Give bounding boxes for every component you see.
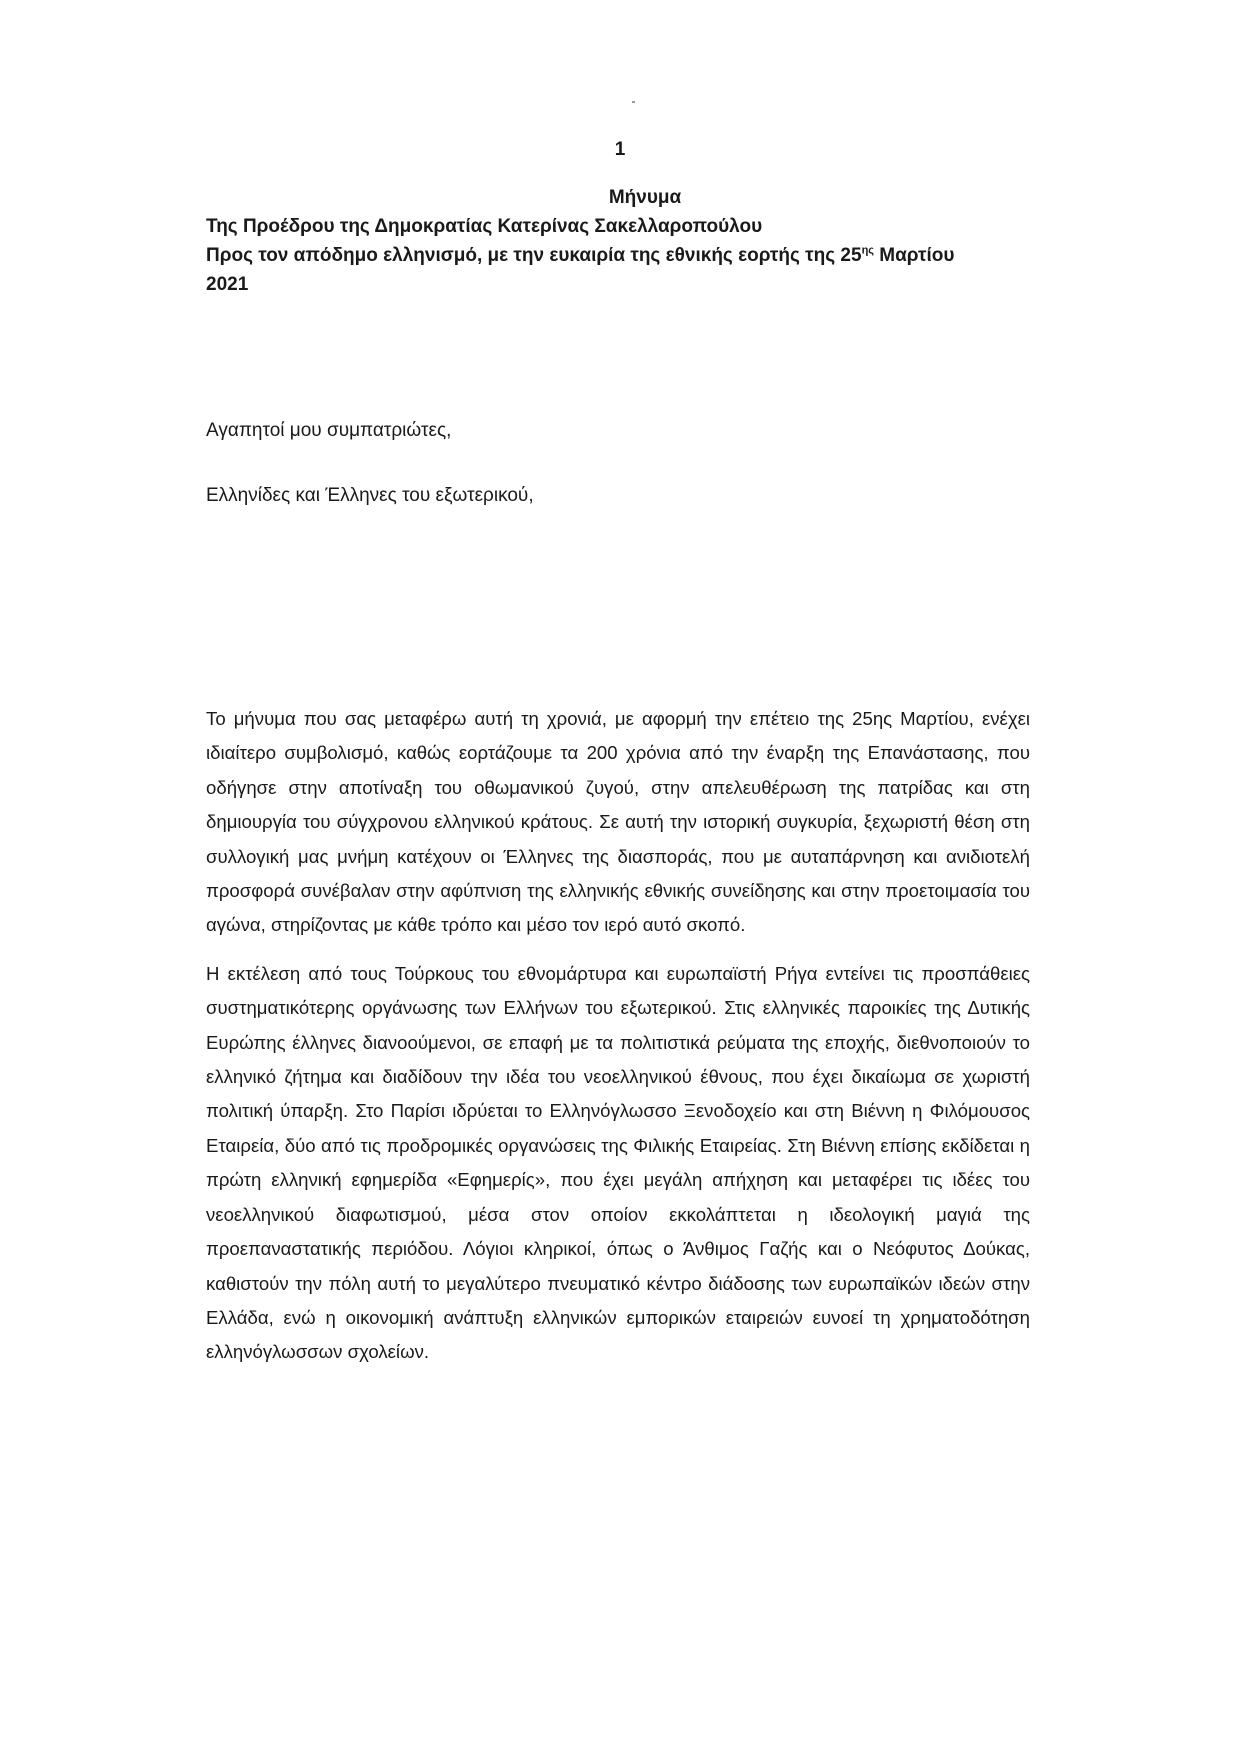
document-heading: [206, 183, 1036, 299]
salutation-line-1: Αγαπητοί μου συμπατριώτες,: [206, 420, 452, 441]
heading-line-3: 2021: [206, 274, 249, 295]
body-paragraph-1: Το μήνυμα που σας μεταφέρω αυτή τη χρονιά, με αφορμή την επέτειο της 25ης Μαρτίου, ενέχει ιδιαίτερο συμβολισμό, καθώς εορτάζουμε τα 200 χρόνια από την έναρξη της Επανάστασης, που οδήγησε στην αποτίναξη του οθωμανικού ζυγού, στην απελευθέρωση της πατρίδας και στη δημιουργία του σύγχρονου ελληνικού κράτους. Σε αυτή την ιστορική συγκυρία, ξεχωριστή θέση στη συλλογική μας μνήμη κατέχουν οι Έλληνες της διασποράς, που με αυταπάρνηση και ανιδιοτελή προσφορά συνέβαλαν στην αφύπνιση της ελληνικής εθνικής συνείδησης και στην προετοιμασία του αγώνα, στηρίζοντας με κάθε τρόπο και μέσο τον ιερό αυτό σκοπό.: [206, 708, 1030, 936]
page-number: 1: [614, 139, 626, 160]
heading-title: Μήνυμα: [608, 187, 682, 208]
letter-body: [206, 702, 1030, 1384]
body-paragraph-2: Η εκτέλεση από τους Τούρκους του εθνομάρτυρα και ευρωπαϊστή Ρήγα εντείνει τις προσπάθειες συστηματικότερης οργάνωσης των Ελλήνων του εξωτερικού. Στις ελληνικές παροικίες της Δυτικής Ευρώπης έλληνες διανοούμενοι, σε επαφή με τα πολιτιστικά ρεύματα της εποχής, διεθνοποιούν το ελληνικό ζήτημα και διαδίδουν την ιδέα του νεοελληνικού έθνους, που έχει δικαίωμα σε χωριστή πολιτική ύπαρξη. Στο Παρίσι ιδρύεται το Ελληνόγλωσσο Ξενοδοχείο και στη Βιέννη η Φιλόμουσος Εταιρεία, δύο από τις προδρομικές οργανώσεις της Φιλικής Εταιρείας. Στη Βιέννη επίσης εκδίδεται η πρώτη ελληνική εφημερίδα «Εφημερίς», που έχει μεγάλη απήχηση και μεταφέρει τις ιδέες του νεοελληνικού διαφωτισμού, μέσα στον οποίον εκκολάπτεται η ιδεολογική μαγιά της προεπαναστατικής περιόδου. Λόγιοι κληρικοί, όπως ο Άνθιμος Γαζής και ο Νεόφυτος Δούκας, καθιστούν την πόλη αυτή το μεγαλύτερο πνευματικό κέντρο διάδοσης των ευρωπαϊκών ιδεών στην Ελλάδα, ενώ η οικονομική ανάπτυξη ελληνικών εμπορικών εταιρειών ευνοεί τη χρηματοδότηση ελληνόγλωσσων σχολείων.: [206, 962, 1030, 1363]
heading-line-1: Της Προέδρου της Δημοκρατίας Κατερίνας Σακελλαροπούλου: [206, 216, 763, 237]
heading-line-2: [206, 241, 1036, 270]
heading-line-2-end: Μαρτίου: [874, 245, 955, 266]
heading-line-2-start: Προς τον απόδημο ελληνισμό, με την ευκαιρία της εθνικής εορτής της 25: [206, 245, 862, 266]
heading-line-2-superscript: ης: [861, 244, 875, 257]
salutation-line-2: Ελληνίδες και Έλληνες του εξωτερικού,: [206, 485, 534, 506]
scan-speck: [632, 101, 635, 103]
